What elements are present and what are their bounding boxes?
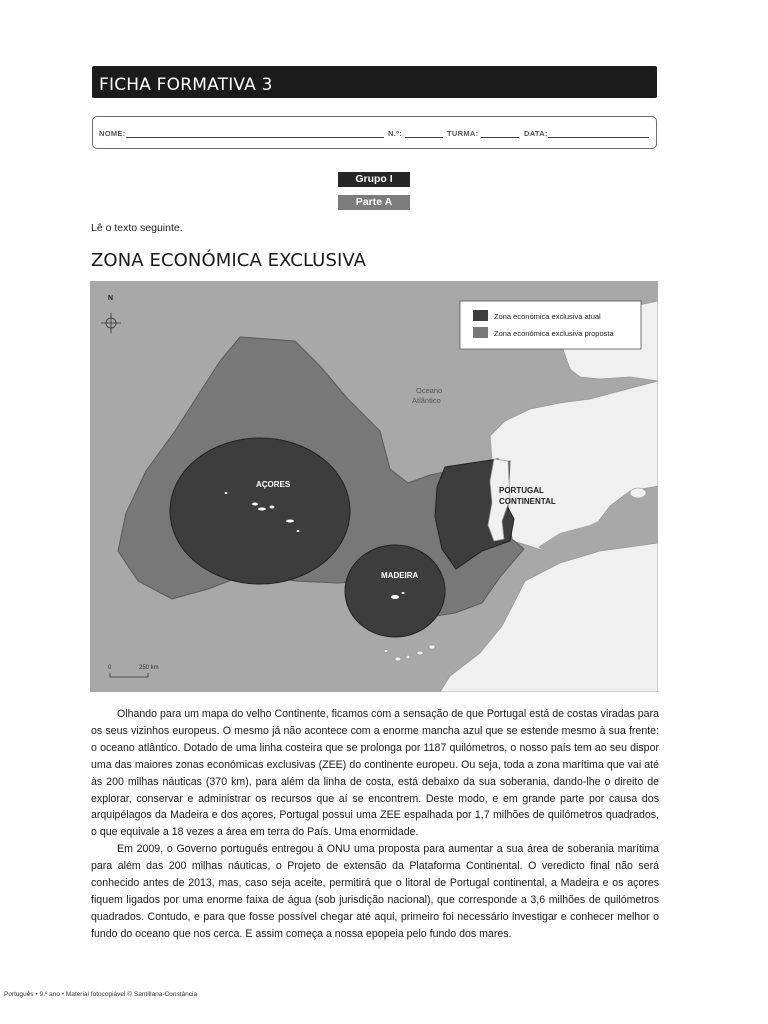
madeira-label: MADEIRA [381,571,419,580]
legend-box [460,301,641,349]
north-label: N [108,295,114,302]
class-label: TURMA: [447,129,479,138]
number-field[interactable] [405,137,443,138]
ocean-label-line1: Oceano [416,386,443,395]
scale-distance: 250 km [139,665,159,671]
zone-current-madeira [345,545,445,637]
date-field[interactable] [548,137,649,138]
worksheet-title: FICHA FORMATIVA 3 [92,66,657,98]
reading-text [91,706,659,943]
part-tag: Parte A [338,195,410,210]
instruction-text: Lê o texto seguinte. [91,222,183,234]
section-title: ZONA ECONÓMICA EXCLUSIVA [91,250,367,271]
number-label: N.º: [388,129,402,138]
class-field[interactable] [481,137,519,138]
group-tag: Grupo I [338,172,410,187]
zone-current-acores [170,438,350,584]
legend-proposed-label: Zona económica exclusiva proposta [494,329,614,338]
portugal-label-line2: CONTINENTAL [499,497,556,506]
eez-map [90,281,658,692]
ocean-label-line2: Atlântico [412,396,441,405]
paragraph-1: Olhando para um mapa do velho Continente, ficamos com a sensação de que Portugal está de costas viradas para os seus vizinhos europeus. O mesmo já não acontece com a enorme mancha azul que se estende mesmo à sua frente: o oceano atlântico. Dotado de uma linha costeira que se prolonga por 1187 quilómetros, o nosso país tem ao seu dispor uma das maiores zonas económicas exclusivas (ZEE) do continente europeu. Ou seja, toda a zona marítima que vai até às 200 milhas náuticas (370 km), para além da linha de costa, está debaixo da sua soberania, dando-lhe o direito de explorar, conservar e administrar os recursos que aí se encontrem. Deste modo, e em grande parte por causa dos arquipélagos da Madeira e dos açores, Portugal possui uma ZEE espalhada por 1,7 milhões de quilómetros quadrados, o que equivale a 18 vezes a área em terra do País. Uma enormidade. [91,708,659,839]
name-label: NOME: [99,129,126,138]
page-footer: Português • 9.º ano • Material fotocopiável © Santillana-Constância [4,991,198,998]
date-label: DATA: [524,129,548,138]
name-field[interactable] [126,137,384,138]
scale-zero: 0 [108,665,112,671]
acores-label: AÇORES [256,480,291,489]
legend-current-label: Zona económica exclusiva atual [494,312,601,321]
student-info-box [92,116,657,149]
portugal-label-line1: PORTUGAL [499,486,544,495]
paragraph-2: Em 2009, o Governo português entregou à ONU uma proposta para aumentar a sua área de soberania marítima para além das 200 milhas náuticas, o Projeto de extensão da Plataforma Continental. O veredicto final não será conhecido antes de 2013, mas, caso seja aceite, permitirá que o litoral de Portugal continental, a Madeira e os açores fiquem ligados por uma enorme faixa de água (sob jurisdição nacional), que corresponde a 3,6 milhões de quilómetros quadrados. Contudo, e para que fosse possível chegar até aqui, primeiro foi necessário investigar e conhecer melhor o fundo do oceano que nos cerca. E assim começa a nossa epopeia pelo fundo dos mares. [91,843,659,940]
